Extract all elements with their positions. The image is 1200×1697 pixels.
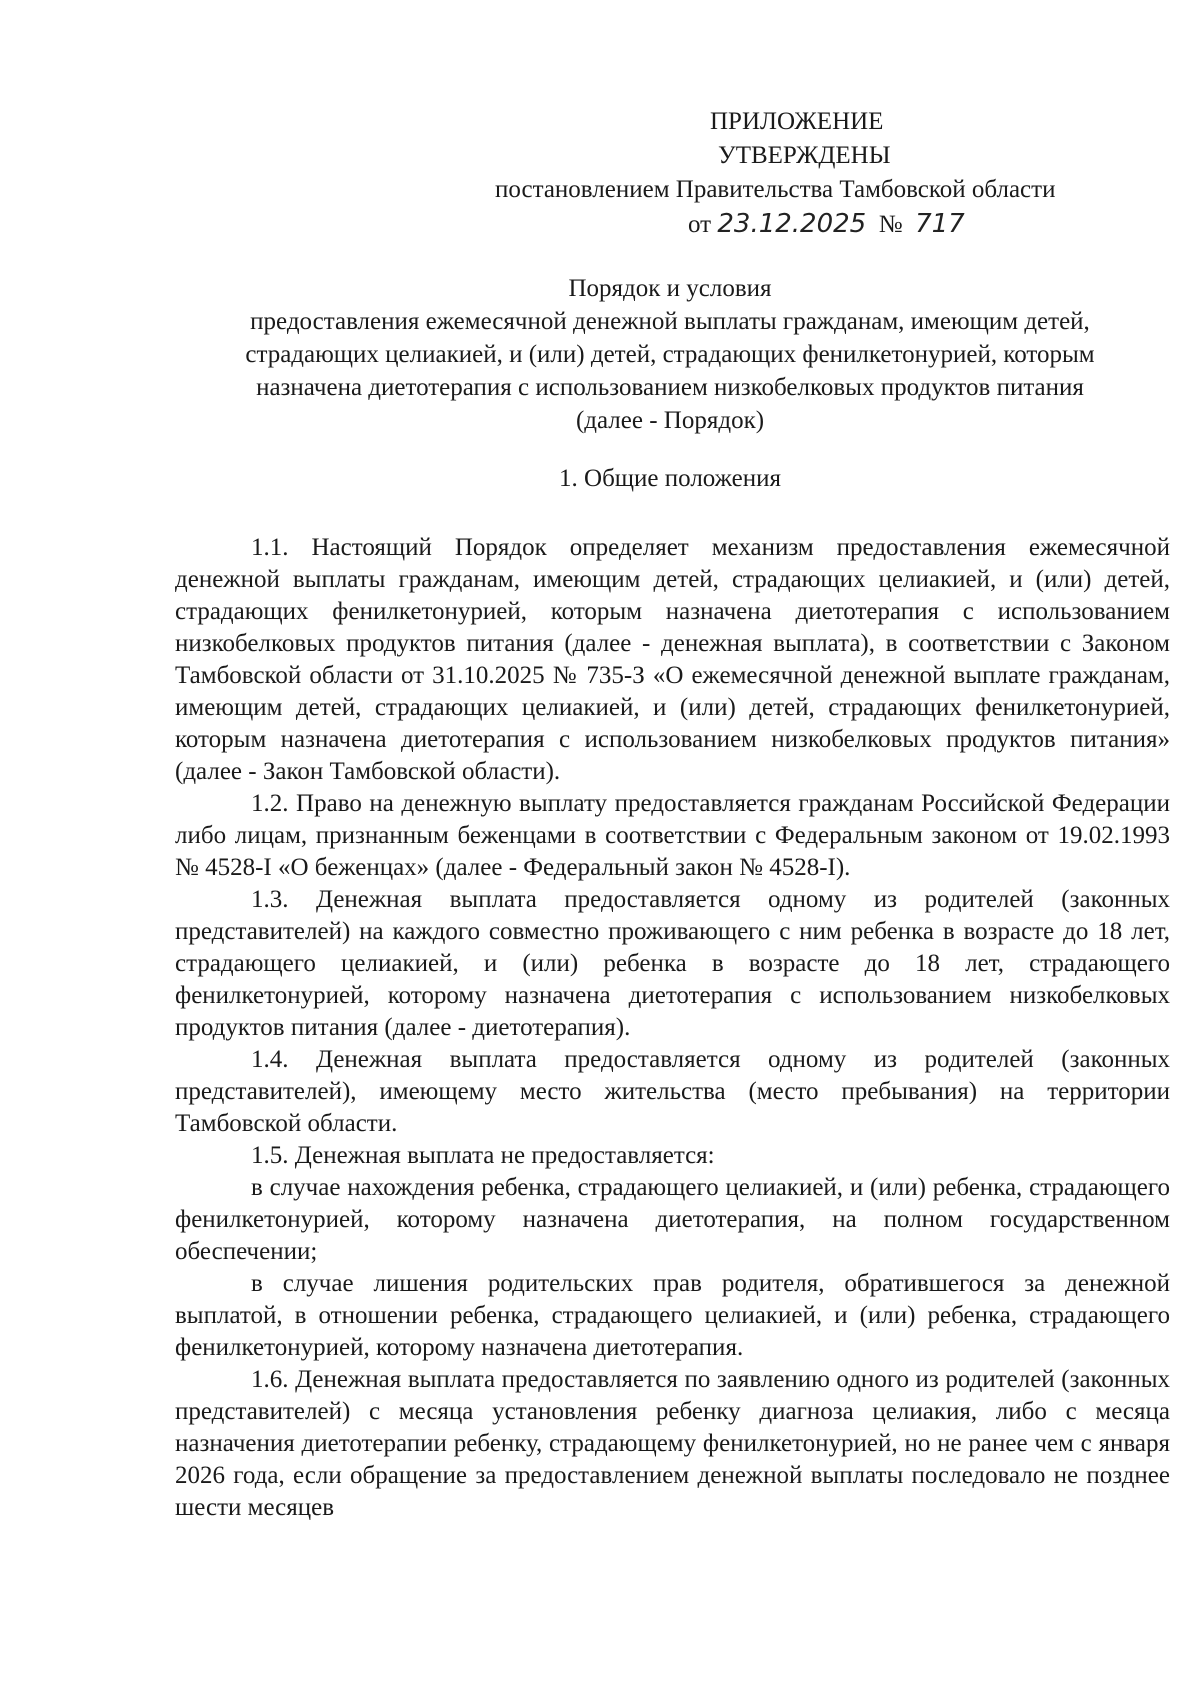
title-line: страдающих целиакией, и (или) детей, страдающих фенилкетонурией, которым <box>245 341 1095 368</box>
approved-label: УТВЕРЖДЕНЫ <box>718 142 891 169</box>
paragraph-1-6: 1.6. Денежная выплата предоставляется по заявлению одного из родителей (законных представителей) с месяца установления ребенку диагноза целиакия, либо с месяца назначения диетотерапии ребенку, страдающему фенилкетонурией, но не ранее чем с января 2026 года, если обращение за предоставлением денежной выплаты последовало не позднее шести месяцев <box>175 1366 1170 1521</box>
paragraph-1-1: 1.1. Настоящий Порядок определяет механизм предоставления ежемесячной денежной выплаты гражданам, имеющим детей, страдающих целиакией, и (или) детей, страдающих фенилкетонурией, которым назначена диетотерапия с использованием низкобелковых продуктов питания (далее - денежная выплата), в соответствии с Законом Тамбовской области от 31.10.2025 № 735-З «О ежемесячной денежной выплате гражданам, имеющим детей, страдающих целиакией, и (или) детей, страдающих фенилкетонурией, которым назначена диетотерапия с использованием низкобелковых продуктов питания» (далее - Закон Тамбовской области). <box>175 534 1170 785</box>
paragraph-1-5-item-2: в случае лишения родительских прав родителя, обратившегося за денежной выплатой, в отношении ребенка, страдающего целиакией, и (или) ребенка, страдающего фенилкетонурией, которому назначена диетотерапия. <box>175 1270 1170 1361</box>
paragraph-1-3: 1.3. Денежная выплата предоставляется одному из родителей (законных представителей) на каждого совместно проживающего с ним ребенка в возрасте до 18 лет, страдающего целиакией, и (или) ребенка в возрасте до 18 лет, страдающего фенилкетонурией, которому назначена диетотерапия с использованием низкобелковых продуктов питания (далее - диетотерапия). <box>175 886 1170 1041</box>
body-text <box>175 532 1170 1524</box>
date-number-line <box>688 207 965 242</box>
from-prefix: от <box>688 211 712 238</box>
title-line: (далее - Порядок) <box>575 407 765 434</box>
section-heading: 1. Общие положения <box>559 465 781 492</box>
handwritten-date: 23.12.2025 <box>717 209 867 239</box>
appendix-label: ПРИЛОЖЕНИЕ <box>710 108 884 135</box>
document-title <box>170 272 1170 437</box>
title-line: назначена диетотерапия с использованием низкобелковых продуктов питания <box>256 374 1084 401</box>
paragraph-1-4: 1.4. Денежная выплата предоставляется одному из родителей (законных представителей), имеющему место жительства (место пребывания) на территории Тамбовской области. <box>175 1046 1170 1137</box>
resolution-label: постановлением Правительства Тамбовской области <box>495 176 1056 203</box>
handwritten-number: 717 <box>915 209 965 239</box>
paragraph-1-2: 1.2. Право на денежную выплату предоставляется гражданам Российской Федерации либо лицам, признанным беженцами в соответствии с Федеральным законом от 19.02.1993 № 4528-I «О беженцах» (далее - Федеральный закон № 4528-I). <box>175 790 1170 881</box>
title-line: Порядок и условия <box>568 275 772 302</box>
paragraph-1-5: 1.5. Денежная выплата не предоставляется: <box>251 1142 715 1169</box>
paragraph-1-5-item-1: в случае нахождения ребенка, страдающего целиакией, и (или) ребенка, страдающего фенилкетонурией, которому назначена диетотерапия, на полном государственном обеспечении; <box>175 1174 1170 1265</box>
number-sign: № <box>878 211 903 238</box>
title-line: предоставления ежемесячной денежной выплаты гражданам, имеющим детей, <box>250 308 1090 335</box>
